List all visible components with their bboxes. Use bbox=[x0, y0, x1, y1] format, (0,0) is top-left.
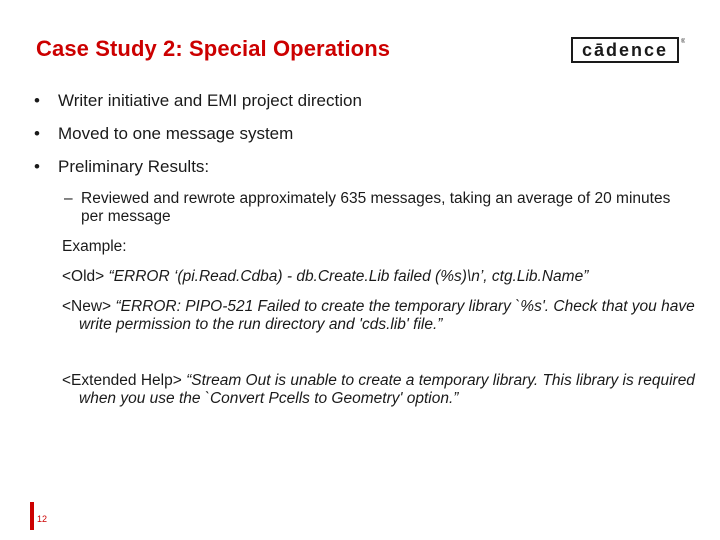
slide-title: Case Study 2: Special Operations bbox=[36, 36, 391, 61]
bullet-text: Moved to one message system bbox=[58, 124, 294, 143]
svg-text:®: ® bbox=[681, 39, 685, 45]
cadence-logo bbox=[571, 35, 685, 63]
bullet-text: Writer initiative and EMI project direction bbox=[58, 91, 362, 110]
footer-accent-bar bbox=[30, 502, 34, 530]
bullet-item bbox=[34, 90, 684, 112]
bullet-item bbox=[34, 123, 684, 145]
new-text: “ERROR: PIPO-521 Failed to create the temporary library `%s'. Check that you have write permission to the run directory and 'cds.lib' file.” bbox=[79, 298, 695, 333]
svg-text:cādence: cādence bbox=[581, 40, 669, 60]
sub-bullet-text: Reviewed and rewrote approximately 635 messages, taking an average of 20 minutes per message bbox=[81, 190, 671, 225]
old-message bbox=[62, 268, 697, 286]
bullet-list bbox=[34, 90, 684, 189]
sub-bullet bbox=[64, 190, 674, 226]
bullet-dot-icon: • bbox=[34, 124, 40, 143]
page-number: 12 bbox=[37, 514, 48, 524]
old-tag: <Old> bbox=[62, 268, 105, 285]
bullet-text: Preliminary Results: bbox=[58, 157, 210, 176]
dash-icon: – bbox=[64, 190, 73, 207]
ext-text: “Stream Out is unable to create a temporary library. This library is required when you use the `Convert Pcells to Geometry' option.” bbox=[79, 372, 695, 407]
extended-help bbox=[62, 372, 697, 408]
bullet-dot-icon: • bbox=[34, 91, 40, 110]
new-message bbox=[62, 298, 697, 334]
bullet-item bbox=[34, 156, 684, 178]
ext-tag: <Extended Help> bbox=[62, 372, 182, 389]
new-tag: <New> bbox=[62, 298, 112, 315]
bullet-dot-icon: • bbox=[34, 157, 40, 176]
example-label: Example: bbox=[62, 238, 127, 255]
old-text: “ERROR ‘(pi.Read.Cdba) - db.Create.Lib failed (%s)\n’, ctg.Lib.Name” bbox=[108, 268, 589, 285]
